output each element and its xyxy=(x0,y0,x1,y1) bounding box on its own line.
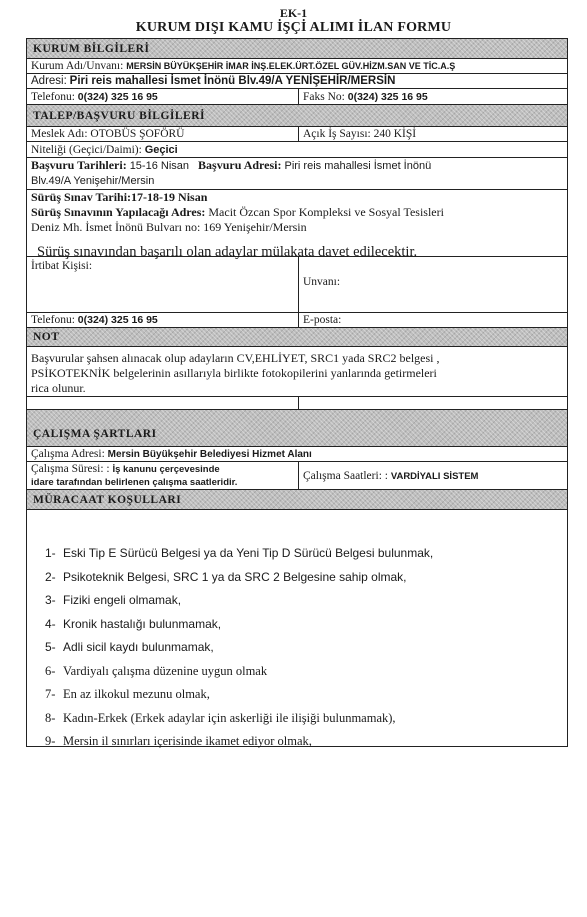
calisma-sure-row xyxy=(27,462,567,490)
condition-text: En az ilkokul mezunu olmak, xyxy=(63,687,210,701)
calisma-saat-label: Çalışma Saatleri: : xyxy=(303,470,388,482)
mulakat-note: Sürüş sınavından başarılı olan adaylar mülakata davet edilecektir. xyxy=(37,244,418,260)
condition-number: 2- xyxy=(45,569,56,584)
calisma-sure-label: Çalışma Süresi: : xyxy=(31,463,110,475)
annex-label: EK-1 xyxy=(279,6,308,20)
condition-item xyxy=(45,683,567,707)
section-header-muracaat: MÜRACAAT KOŞULLARI xyxy=(27,490,567,510)
condition-item xyxy=(45,660,567,684)
not-line-1: Başvurular şahsen alınacak olup adayların CV,EHLİYET, SRC1 yada SRC2 belgesi , xyxy=(31,351,440,365)
condition-item xyxy=(45,707,567,731)
kurum-contact-row xyxy=(27,89,567,105)
irtibat-row xyxy=(27,257,567,313)
meslek-label: Meslek Adı: xyxy=(31,128,88,140)
condition-item xyxy=(45,542,567,566)
acik-is-value: 240 KİŞİ xyxy=(373,128,417,140)
meslek-row xyxy=(27,127,567,142)
not-text xyxy=(27,347,567,397)
section-header-talep: TALEP/BAŞVURU BİLGİLERİ xyxy=(27,105,567,127)
irtibat-contact-row xyxy=(27,313,567,328)
condition-item xyxy=(45,636,567,660)
not-line-2: PSİKOTEKNİK belgelerinin asıllarıyla birlikte fotokopilerini yanlarında getirmeleri xyxy=(31,366,437,380)
condition-number: 3- xyxy=(45,593,56,607)
kurum-fax-value: 0(324) 325 16 95 xyxy=(347,91,428,103)
blank-row xyxy=(27,397,567,410)
condition-text: Vardiyalı çalışma düzenine uygun olmak xyxy=(63,663,268,678)
kurum-address-row xyxy=(27,74,567,89)
section-header-kurum: KURUM BİLGİLERİ xyxy=(27,39,567,59)
irtibat-kisi-label: İrtibat Kişisi: xyxy=(27,257,299,312)
condition-number: 7- xyxy=(45,687,56,701)
irtibat-phone-label: Telefonu: xyxy=(31,314,75,326)
condition-item xyxy=(45,730,567,754)
calisma-saat-value: VARDİYALI SİSTEM xyxy=(390,471,479,482)
condition-text: Psikoteknik Belgesi, SRC 1 ya da SRC 2 Belgesine sahip olmak, xyxy=(63,569,407,584)
condition-number: 8- xyxy=(45,710,56,725)
section-header-not: NOT xyxy=(27,328,567,347)
kurum-address-value: Piri reis mahallesi İsmet İnönü Blv.49/A YENİŞEHİR/MERSİN xyxy=(69,75,396,87)
kurum-name-value: MERSİN BÜYÜKŞEHİR İMAR İNŞ.ELEK.ÜRT.ÖZEL GÜV.HİZM.SAN VE TİC.A.Ş xyxy=(126,61,456,71)
surus-adres-label: Sürüş Sınavının Yapılacağı Adres: xyxy=(31,205,206,219)
condition-number: 5- xyxy=(45,640,56,654)
condition-item xyxy=(45,589,567,613)
announcement-form xyxy=(26,38,568,747)
acik-is-label: Açık İş Sayısı: xyxy=(303,128,371,140)
condition-number: 4- xyxy=(45,616,56,631)
condition-text: Fiziki engeli olmamak, xyxy=(63,593,182,607)
calisma-adres-row xyxy=(27,447,567,462)
basvuru-adres-value-2: Blv.49/A Yenişehir/Mersin xyxy=(31,175,155,187)
irtibat-eposta-label: E-posta: xyxy=(303,314,342,326)
condition-text: Mersin il sınırları içerisinde ikamet ediyor olmak, xyxy=(63,734,312,748)
basvuru-adres-value: Piri reis mahallesi İsmet İnönü xyxy=(284,160,432,172)
kurum-phone-value: 0(324) 325 16 95 xyxy=(77,91,158,103)
kurum-name-row xyxy=(27,59,567,74)
nitelik-value: Geçici xyxy=(144,144,178,156)
conditions-list xyxy=(27,542,567,754)
surus-sinav-tarihi: Sürüş Sınav Tarihi:17-18-19 Nisan xyxy=(31,190,208,204)
condition-text: Kadın-Erkek (Erkek adaylar için askerliği ile ilişiği bulunmamak), xyxy=(63,710,396,725)
meslek-value: OTOBÜS ŞOFÖRÜ xyxy=(90,128,185,140)
condition-number: 6- xyxy=(45,663,56,678)
talep-details xyxy=(27,142,567,260)
calisma-sure-value-2: idare tarafından belirlenen çalışma saatleridir. xyxy=(31,477,238,488)
nitelik-label: Niteliği (Geçici/Daimi): xyxy=(31,144,142,156)
basvuru-adres-label: Başvuru Adresi: xyxy=(198,158,282,172)
surus-adres-value: Macit Özcan Spor Kompleksi ve Sosyal Tesisleri xyxy=(208,205,444,219)
condition-number: 9- xyxy=(45,734,56,748)
section-header-calisma: ÇALIŞMA ŞARTLARI xyxy=(27,410,567,447)
surus-adres-line-2: Deniz Mh. İsmet İnönü Bulvarı no: 169 Yenişehir/Mersin xyxy=(31,220,307,234)
condition-item xyxy=(45,566,567,590)
condition-text: Eski Tip E Sürücü Belgesi ya da Yeni Tip D Sürücü Belgesi bulunmak, xyxy=(63,546,434,560)
muracaat-conditions xyxy=(27,510,567,746)
basvuru-tarih-label: Başvuru Tarihleri: xyxy=(31,158,127,172)
kurum-fax-label: Faks No: xyxy=(303,91,345,103)
condition-text: Adli sicil kaydı bulunmamak, xyxy=(63,640,214,654)
condition-number: 1- xyxy=(45,546,56,560)
calisma-sure-value-1: İş kanunu çerçevesinde xyxy=(112,464,220,475)
calisma-adres-label: Çalışma Adresi: xyxy=(31,448,105,460)
kurum-address-label: Adresi: xyxy=(31,75,67,87)
condition-item xyxy=(45,613,567,637)
irtibat-unvan-label: Unvanı: xyxy=(303,276,341,288)
irtibat-phone-value: 0(324) 325 16 95 xyxy=(77,314,158,326)
form-title: KURUM DIŞI KAMU İŞÇİ ALIMI İLAN FORMU xyxy=(135,20,452,35)
basvuru-tarih-value: 15-16 Nisan xyxy=(129,160,190,172)
calisma-adres-value: Mersin Büyükşehir Belediyesi Hizmet Alanı xyxy=(107,449,312,460)
condition-text: Kronik hastalığı bulunmamak, xyxy=(63,616,222,631)
kurum-phone-label: Telefonu: xyxy=(31,91,75,103)
kurum-name-label: Kurum Adı/Unvanı: xyxy=(31,60,124,72)
not-line-3: rica olunur. xyxy=(31,381,86,395)
